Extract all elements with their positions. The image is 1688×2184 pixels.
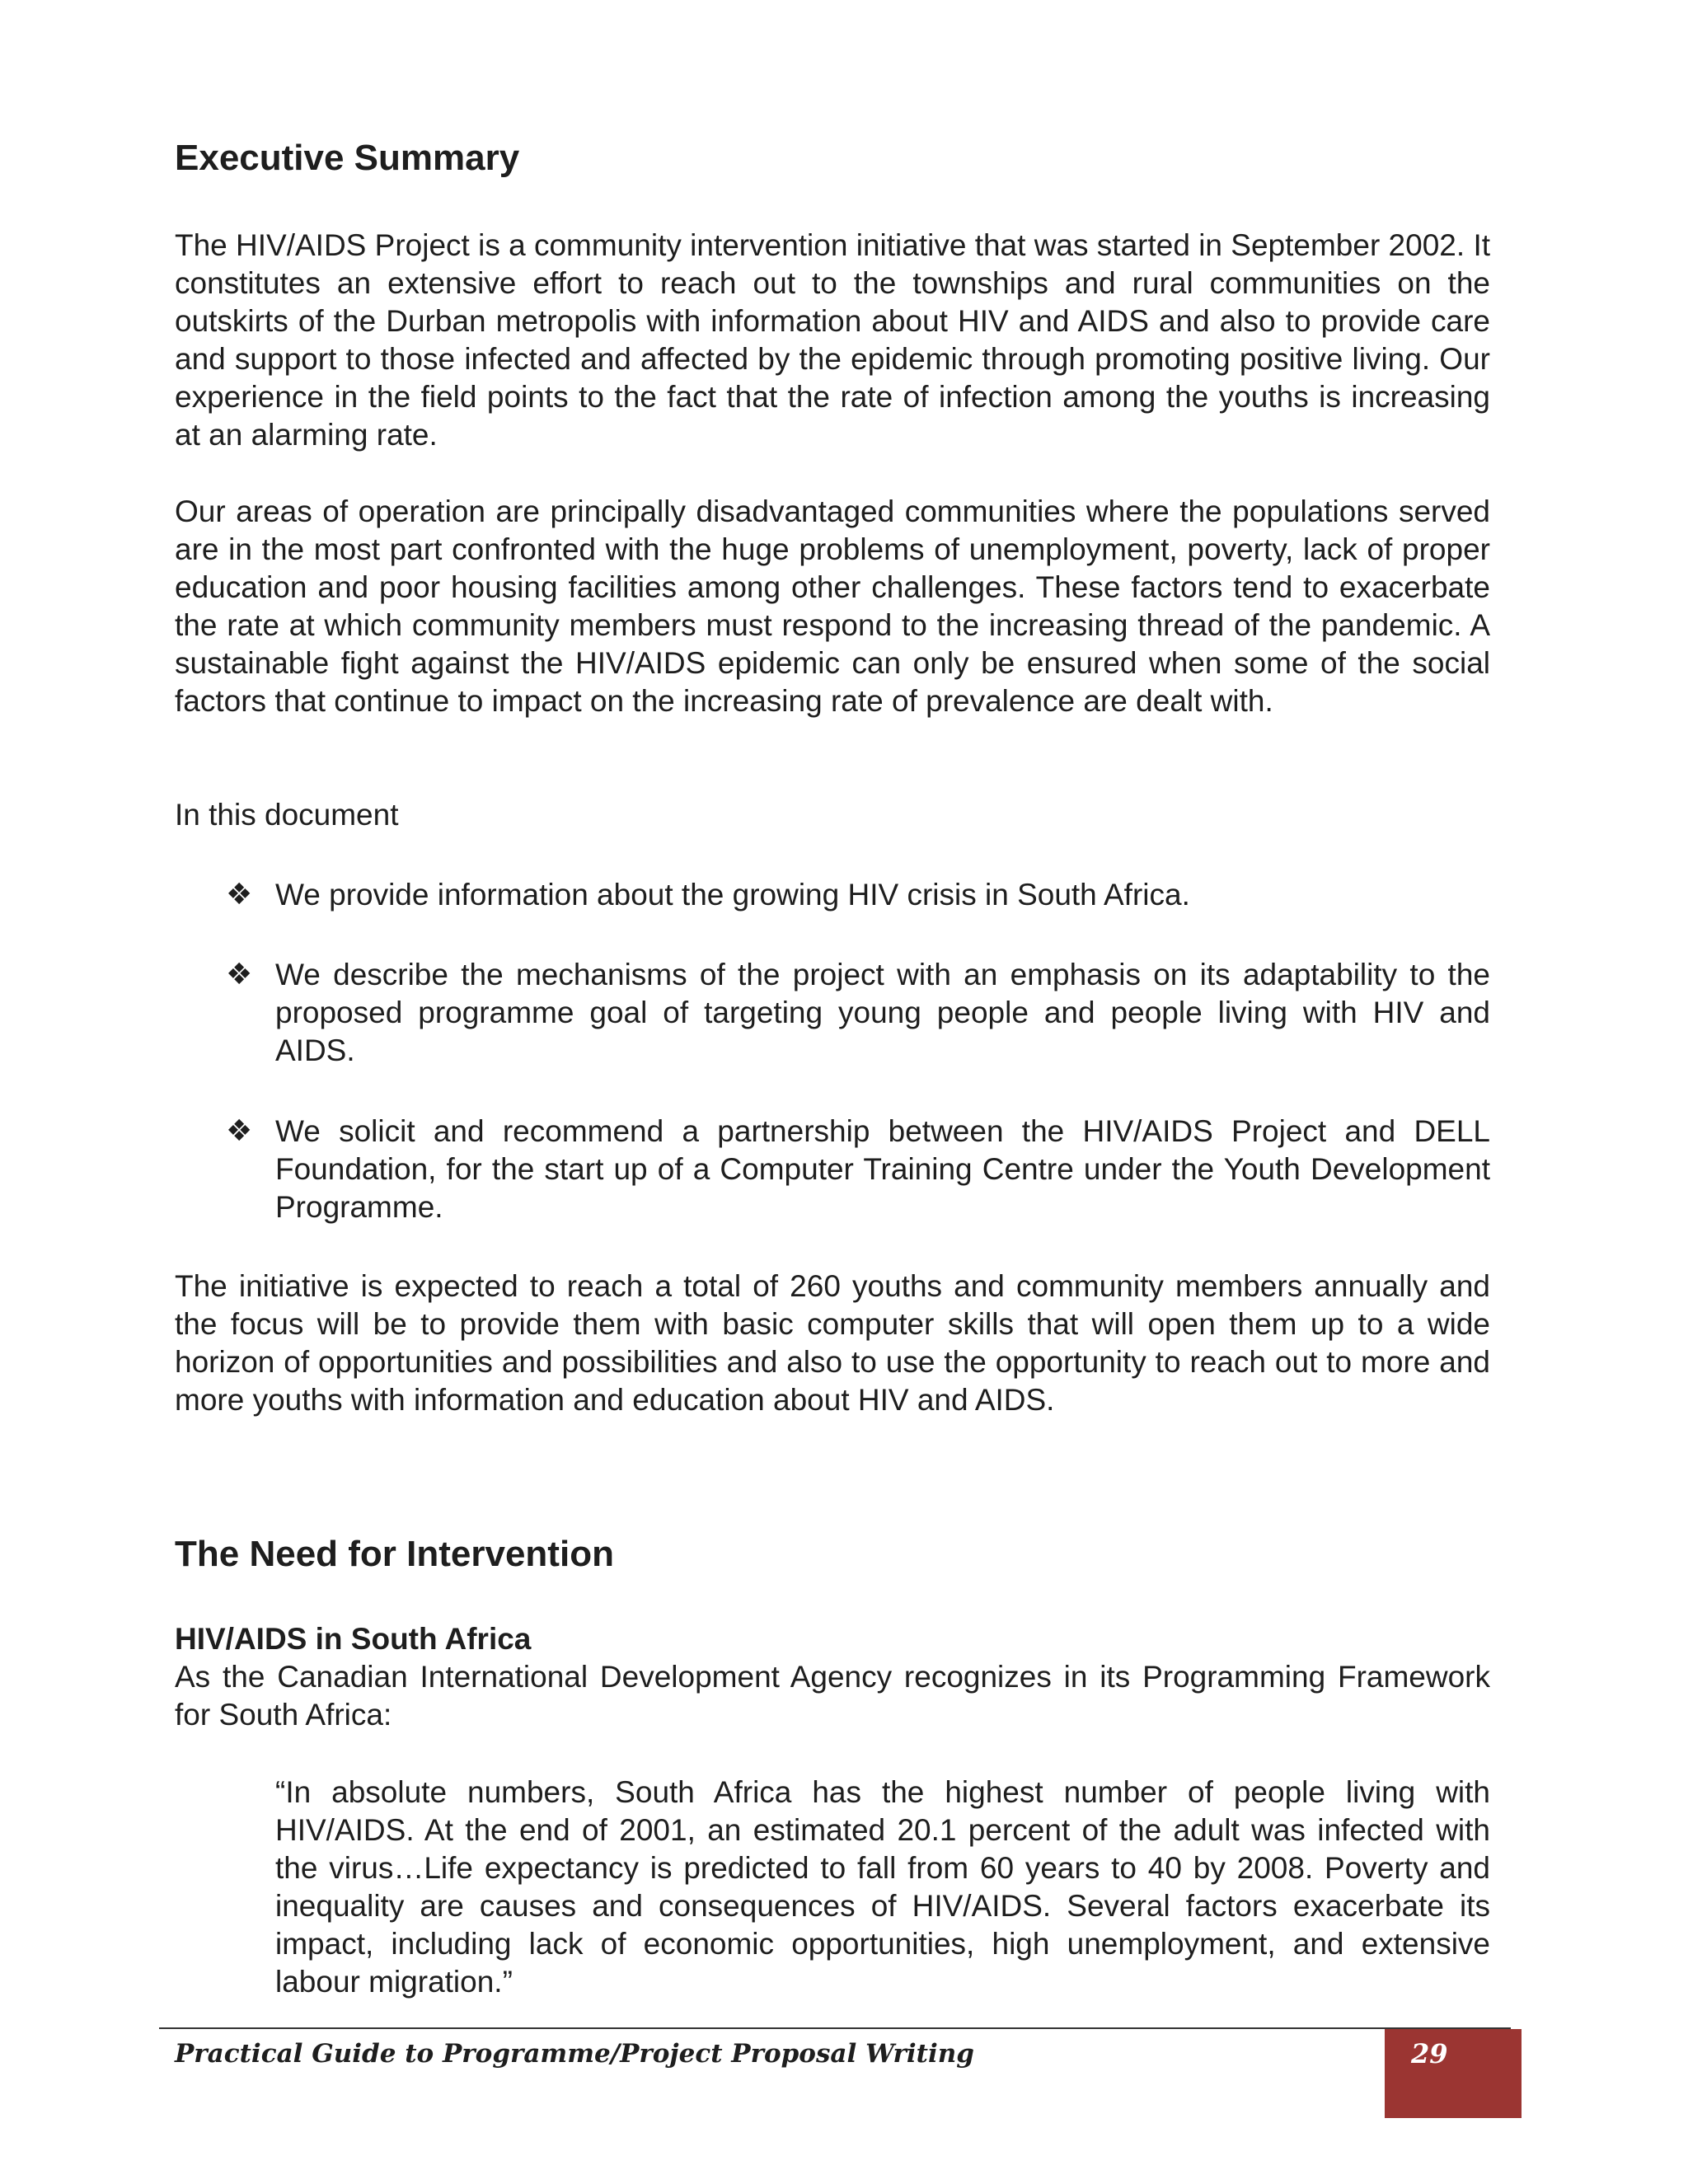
diamond-bullet-icon: ❖ — [226, 1114, 253, 1148]
page-number: 29 — [1411, 2038, 1448, 2069]
executive-summary-heading: Executive Summary — [175, 138, 520, 178]
list-item-text: We describe the mechanisms of the project with an emphasis on its adaptability to the proposed programme goal of targeting young people and people living with HIV and AIDS. — [275, 958, 1490, 1067]
hiv-aids-south-africa-subheading: HIV/AIDS in South Africa — [175, 1622, 532, 1656]
executive-summary-paragraph-2: Our areas of operation are principally disadvantaged communities where the populations served are in the most part confronted with the huge problems of unemployment, poverty, lack of proper education and poor housing facilities among other challenges. These factors tend to exacerbate the rate at which community members must respond to the increasing thread of the pandemic. A sustainable fight against the HIV/AIDS epidemic can only be ensured when some of the social factors that continue to impact on the increasing rate of prevalence are dealt with. — [175, 494, 1490, 718]
need-for-intervention-heading: The Need for Intervention — [175, 1534, 614, 1574]
page-number-badge — [1385, 2029, 1522, 2118]
list-item-text: We solicit and recommend a partnership between the HIV/AIDS Project and DELL Foundation, for the start up of a Computer Training Centre under the Youth Development Programme. — [275, 1114, 1490, 1224]
list-item-text: We provide information about the growing HIV crisis in South Africa. — [275, 878, 1190, 912]
diamond-bullet-icon: ❖ — [226, 958, 253, 991]
list-item — [226, 956, 1490, 1070]
cida-quote: “In absolute numbers, South Africa has the highest number of people living with HIV/AIDS. At the end of 2001, an estimated 20.1 percent of the adult was infected with the virus…Life expectancy is predicted to fall from 60 years to 40 by 2008. Poverty and inequality are causes and consequences of HIV/AIDS. Several factors exacerbate its impact, including lack of economic opportunities, high unemployment, and extensive labour migration.” — [275, 1775, 1490, 1999]
diamond-bullet-icon: ❖ — [226, 878, 253, 912]
need-for-intervention-paragraph-1: As the Canadian International Development Agency recognizes in its Programming Framework for South Africa: — [175, 1660, 1490, 1732]
executive-summary-paragraph-4: The initiative is expected to reach a total of 260 youths and community members annually and the focus will be to provide them with basic computer skills that will open them up to a wide horizon of opportunities and possibilities and also to use the opportunity to reach out to more and more youths with information and education about HIV and AIDS. — [175, 1269, 1490, 1417]
footer-divider — [159, 2027, 1511, 2029]
list-item — [226, 876, 1490, 914]
footer-document-title: Practical Guide to Programme/Project Proposal Writing — [175, 2039, 974, 2069]
executive-summary-paragraph-1: The HIV/AIDS Project is a community intervention initiative that was started in September 2002. It constitutes an extensive effort to reach out to the townships and rural communities on the outskirts of the Durban metropolis with information about HIV and AIDS and also to provide care and support to those infected and affected by the epidemic through promoting positive living. Our experience in the field points to the fact that the rate of infection among the youths is increasing at an alarming rate. — [175, 228, 1490, 452]
executive-summary-paragraph-3: In this document — [175, 798, 399, 832]
list-item — [226, 1113, 1490, 1226]
